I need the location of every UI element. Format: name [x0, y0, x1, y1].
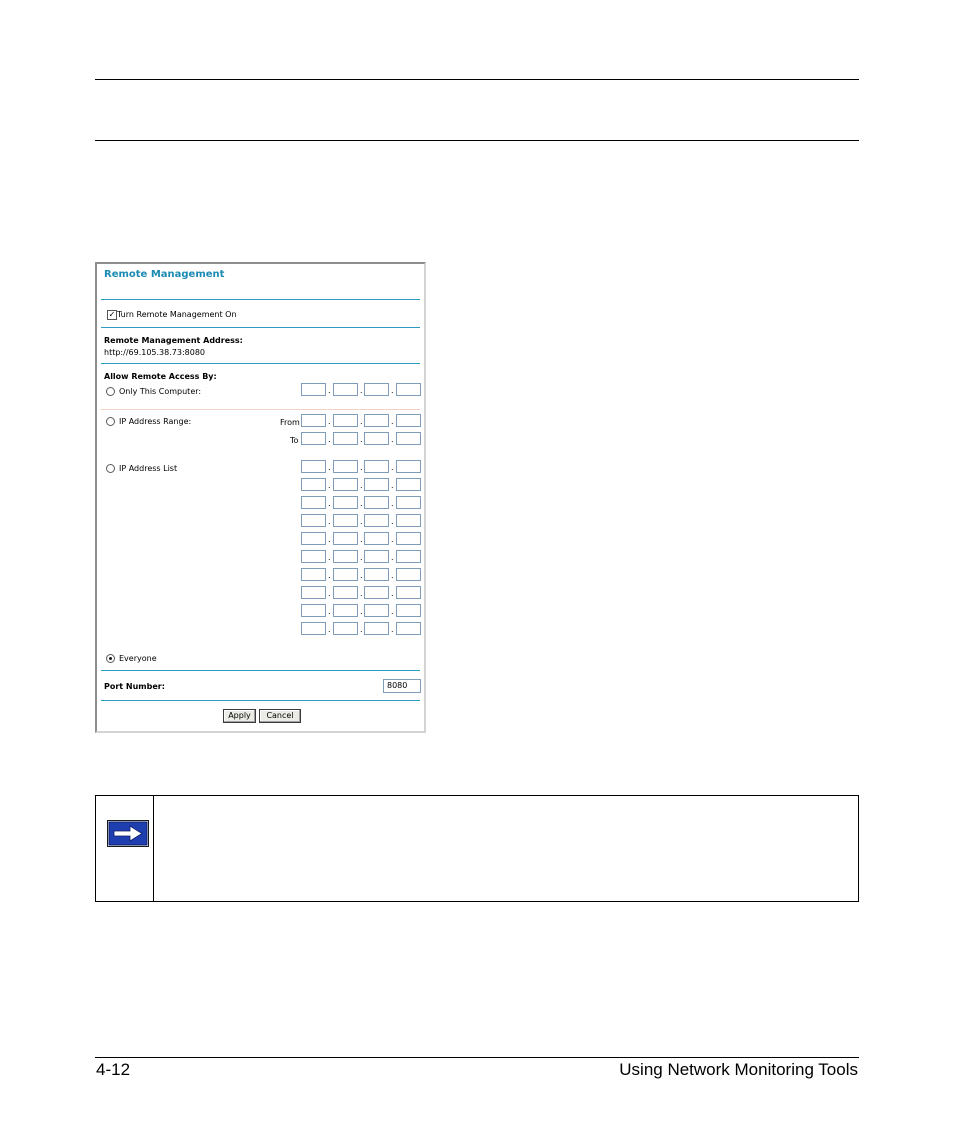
ip-octet-input[interactable] — [333, 414, 358, 427]
ip-octet-input[interactable] — [333, 550, 358, 563]
remote-management-panel — [95, 262, 426, 733]
ip-octet-input[interactable] — [333, 496, 358, 509]
header-rule-top — [95, 79, 859, 80]
octet-dot: . — [391, 535, 394, 544]
note-box — [95, 795, 859, 902]
octet-dot: . — [360, 625, 363, 634]
panel-title: Remote Management — [104, 269, 225, 280]
ip-octet-input[interactable] — [364, 604, 389, 617]
octet-dot: . — [328, 571, 331, 580]
everyone-label: Everyone — [119, 654, 157, 663]
ip-octet-input[interactable] — [301, 550, 326, 563]
octet-dot: . — [360, 589, 363, 598]
ip-list-row-input[interactable] — [301, 622, 422, 636]
octet-dot: . — [328, 463, 331, 472]
octet-dot: . — [328, 607, 331, 616]
octet-dot: . — [360, 607, 363, 616]
ip-list-row-input[interactable] — [301, 604, 422, 618]
to-label: To — [290, 436, 299, 445]
ip-octet-input[interactable] — [333, 478, 358, 491]
ip-octet-input[interactable] — [396, 414, 421, 427]
octet-dot: . — [328, 386, 331, 395]
ip-list-row-input[interactable] — [301, 568, 422, 582]
ip-list-row-input[interactable] — [301, 514, 422, 528]
ip-octet-input[interactable] — [364, 532, 389, 545]
octet-dot: . — [391, 625, 394, 634]
ip-octet-input[interactable] — [364, 586, 389, 599]
separator — [101, 299, 420, 300]
ip-list-row-input[interactable] — [301, 478, 422, 492]
octet-dot: . — [328, 553, 331, 562]
octet-dot: . — [360, 417, 363, 426]
ip-octet-input[interactable] — [364, 568, 389, 581]
octet-dot: . — [360, 386, 363, 395]
octet-dot: . — [391, 499, 394, 508]
octet-dot: . — [391, 417, 394, 426]
header-rule-bottom — [95, 140, 859, 141]
ip-octet-input[interactable] — [301, 432, 326, 445]
chapter-title: Using Network Monitoring Tools — [619, 1060, 858, 1079]
octet-dot: . — [360, 571, 363, 580]
octet-dot: . — [328, 589, 331, 598]
ip-octet-input[interactable] — [333, 604, 358, 617]
ip-octet-input[interactable] — [333, 568, 358, 581]
ip-octet-input[interactable] — [396, 586, 421, 599]
octet-dot: . — [328, 417, 331, 426]
ip-octet-input[interactable] — [364, 550, 389, 563]
ip-octet-input[interactable] — [301, 414, 326, 427]
from-label: From — [280, 418, 300, 427]
ip-octet-input[interactable] — [396, 383, 421, 396]
ip-octet-input[interactable] — [333, 460, 358, 473]
ip-octet-input[interactable] — [333, 532, 358, 545]
separator — [101, 670, 420, 671]
ip-list-label: IP Address List — [119, 464, 178, 473]
ip-octet-input[interactable] — [364, 414, 389, 427]
separator — [101, 700, 420, 701]
ip-octet-input[interactable] — [364, 496, 389, 509]
ip-octet-input[interactable] — [396, 568, 421, 581]
port-number-label: Port Number: — [104, 682, 165, 691]
single-ip-input[interactable] — [301, 383, 422, 397]
ip-octet-input[interactable] — [364, 432, 389, 445]
octet-dot: . — [391, 435, 394, 444]
ip-octet-input[interactable] — [333, 383, 358, 396]
footer-rule — [95, 1057, 859, 1058]
turn-on-label: Turn Remote Management On — [117, 310, 237, 319]
octet-dot: . — [360, 435, 363, 444]
ip-octet-input[interactable] — [301, 460, 326, 473]
ip-octet-input[interactable] — [364, 622, 389, 635]
octet-dot: . — [391, 553, 394, 562]
separator — [101, 327, 420, 328]
only-this-computer-label: Only This Computer: — [119, 387, 202, 396]
only-this-computer-radio[interactable] — [106, 387, 115, 396]
ip-octet-input[interactable] — [396, 532, 421, 545]
octet-dot: . — [391, 463, 394, 472]
octet-dot: . — [328, 535, 331, 544]
ip-octet-input[interactable] — [364, 460, 389, 473]
everyone-radio[interactable] — [106, 654, 115, 663]
ip-octet-input[interactable] — [301, 532, 326, 545]
ip-octet-input[interactable] — [396, 432, 421, 445]
ip-octet-input[interactable] — [301, 604, 326, 617]
range-to-input[interactable] — [301, 432, 422, 446]
ip-octet-input[interactable] — [301, 586, 326, 599]
note-divider — [153, 796, 154, 901]
ip-list-row-input[interactable] — [301, 460, 422, 474]
ip-octet-input[interactable] — [301, 496, 326, 509]
ip-octet-input[interactable] — [301, 514, 326, 527]
octet-dot: . — [328, 517, 331, 526]
divider — [101, 409, 420, 410]
port-number-input[interactable]: 8080 — [383, 679, 421, 693]
ip-octet-input[interactable] — [396, 460, 421, 473]
octet-dot: . — [391, 589, 394, 598]
octet-dot: . — [328, 435, 331, 444]
octet-dot: . — [391, 517, 394, 526]
ip-list-row-input[interactable] — [301, 550, 422, 564]
octet-dot: . — [360, 553, 363, 562]
ip-list-radio[interactable] — [106, 464, 115, 473]
octet-dot: . — [391, 571, 394, 580]
octet-dot: . — [391, 481, 394, 490]
octet-dot: . — [328, 499, 331, 508]
ip-list-row-input[interactable] — [301, 496, 422, 510]
ip-octet-input[interactable] — [333, 514, 358, 527]
cancel-button[interactable]: Cancel — [259, 709, 301, 723]
separator — [101, 363, 420, 364]
ip-octet-input[interactable] — [396, 478, 421, 491]
ip-octet-input[interactable] — [396, 604, 421, 617]
octet-dot: . — [360, 499, 363, 508]
ip-list-row-input[interactable] — [301, 586, 422, 600]
ip-list-row-input[interactable] — [301, 532, 422, 546]
ip-octet-input[interactable] — [301, 383, 326, 396]
ip-octet-input[interactable] — [396, 622, 421, 635]
octet-dot: . — [360, 535, 363, 544]
octet-dot: . — [328, 481, 331, 490]
ip-range-radio[interactable] — [106, 417, 115, 426]
octet-dot: . — [391, 607, 394, 616]
allow-access-label: Allow Remote Access By: — [104, 372, 217, 381]
turn-on-checkbox[interactable]: ✓ — [108, 310, 116, 319]
page-number: 4-12 — [96, 1060, 131, 1079]
octet-dot: . — [391, 386, 394, 395]
address-label: Remote Management Address: — [104, 336, 243, 345]
ip-range-label: IP Address Range: — [119, 417, 192, 426]
octet-dot: . — [360, 463, 363, 472]
ip-octet-input[interactable] — [396, 514, 421, 527]
ip-octet-input[interactable] — [364, 514, 389, 527]
octet-dot: . — [328, 625, 331, 634]
apply-button[interactable]: Apply — [223, 709, 256, 723]
ip-octet-input[interactable] — [301, 568, 326, 581]
octet-dot: . — [360, 481, 363, 490]
ip-octet-input[interactable] — [364, 383, 389, 396]
ip-octet-input[interactable] — [301, 622, 326, 635]
ip-octet-input[interactable] — [301, 478, 326, 491]
range-from-input[interactable] — [301, 414, 422, 428]
ip-octet-input[interactable] — [333, 622, 358, 635]
octet-dot: . — [360, 517, 363, 526]
ip-octet-input[interactable] — [396, 550, 421, 563]
ip-octet-input[interactable] — [333, 432, 358, 445]
ip-octet-input[interactable] — [364, 478, 389, 491]
ip-octet-input[interactable] — [396, 496, 421, 509]
arrow-right-icon — [107, 820, 149, 847]
address-value: http://69.105.38.73:8080 — [104, 348, 205, 357]
ip-octet-input[interactable] — [333, 586, 358, 599]
